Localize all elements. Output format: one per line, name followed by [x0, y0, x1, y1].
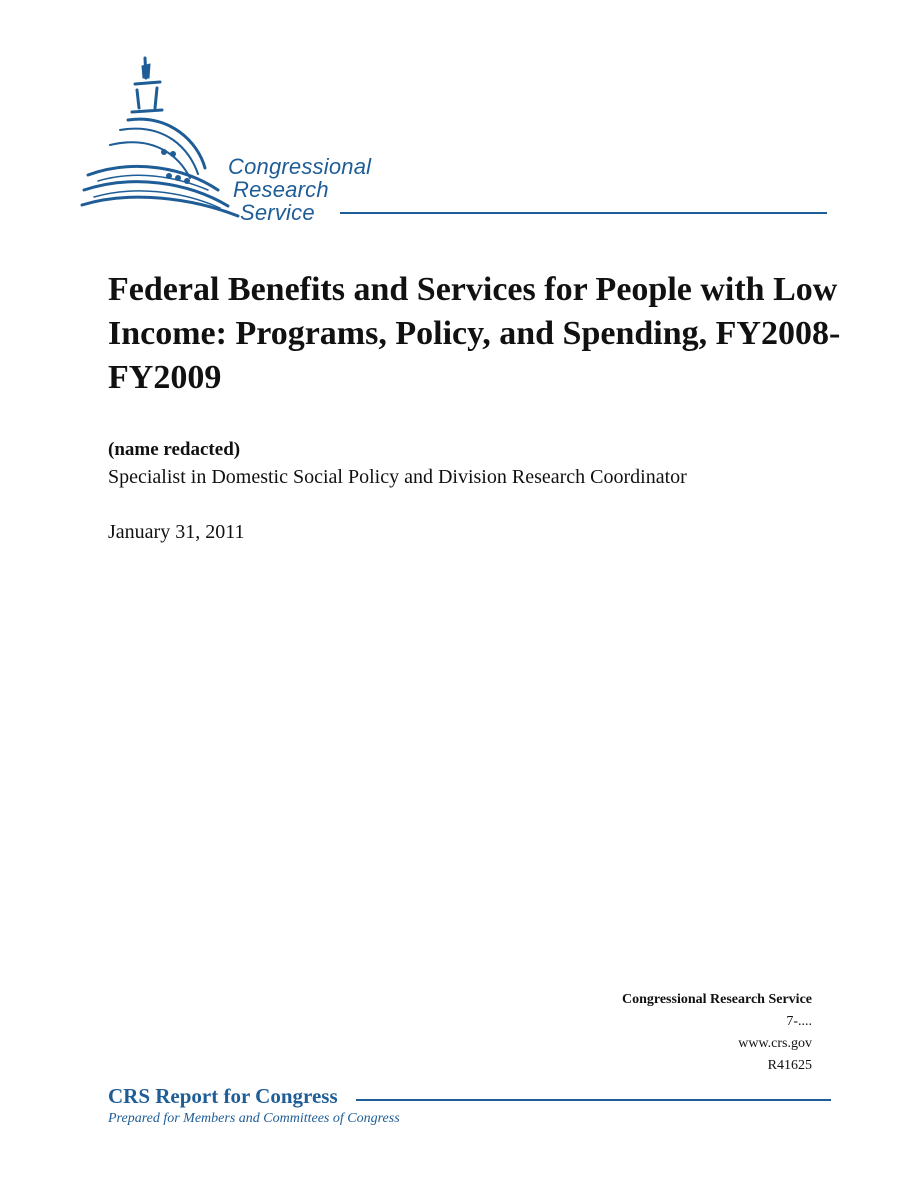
footer-subtitle: Prepared for Members and Committees of Congress — [108, 1111, 400, 1126]
author-name: (name redacted) — [108, 439, 241, 460]
footer-title: CRS Report for Congress — [108, 1084, 338, 1108]
crs-website: www.crs.gov — [738, 1036, 812, 1051]
document-title: Federal Benefits and Services for People with Low Income: Programs, Policy, and Spending, FY2008-FY2009 — [108, 271, 841, 396]
logo-text-congressional: Congressional — [228, 154, 372, 179]
crs-info-block — [622, 989, 812, 1077]
logo-text-research: Research — [233, 177, 329, 202]
logo-rule — [340, 212, 827, 214]
logo-text-service: Service — [240, 200, 315, 225]
capitol-dome-icon — [80, 50, 240, 220]
crs-report-number: R41625 — [767, 1058, 812, 1073]
author-role: Specialist in Domestic Social Policy and Division Research Coordinator — [108, 466, 687, 488]
footer-rule — [356, 1099, 831, 1101]
crs-logo — [80, 50, 410, 230]
crs-phone: 7-.... — [786, 1014, 812, 1029]
crs-org-name: Congressional Research Service — [621, 992, 812, 1007]
publication-date: January 31, 2011 — [108, 521, 245, 543]
